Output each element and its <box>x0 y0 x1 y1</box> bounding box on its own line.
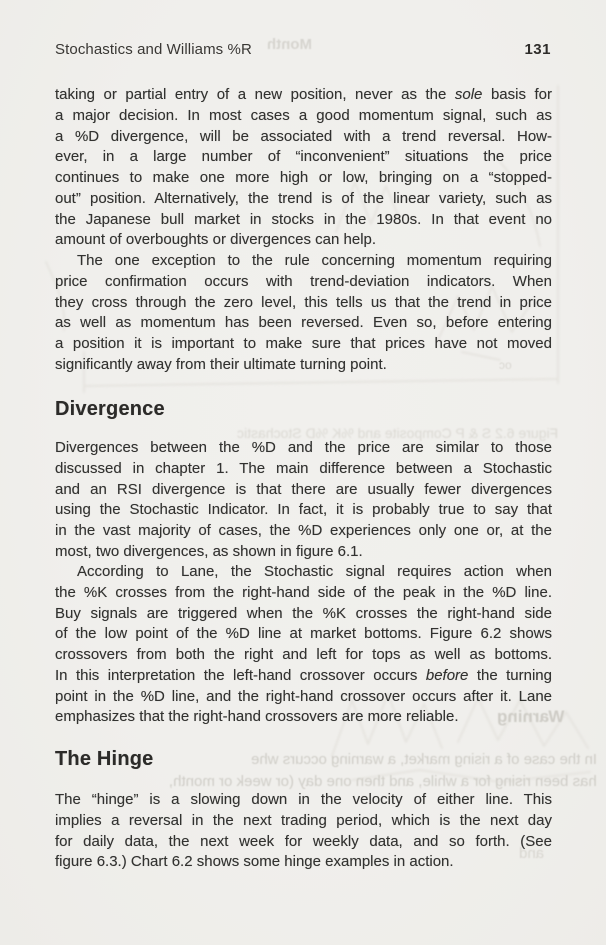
paragraph-line <box>55 355 552 376</box>
text-segment: amount of overboughts or divergences can help. <box>55 231 377 249</box>
text-segment: ever, in a large number of “inconvenient” situations the price <box>55 148 552 166</box>
running-title: Stochastics and Williams %R <box>55 41 252 58</box>
paragraph-line <box>55 790 552 811</box>
text-segment: the turning <box>468 666 552 684</box>
paragraph-line <box>55 459 552 480</box>
paragraph-line <box>55 707 552 728</box>
text-segment: Buy signals are triggered when the %K crosses the right-hand side <box>55 604 552 622</box>
italic-text: sole <box>454 86 483 103</box>
text-segment: significantly away from their ultimate turning point. <box>55 355 387 373</box>
paragraph-line <box>55 687 552 708</box>
text-segment: a major decision. In most cases a good momentum signal, such as <box>55 106 552 124</box>
text-segment: as well as momentum has been reversed. Even so, before entering <box>55 314 552 332</box>
paragraph-line <box>55 480 552 501</box>
text-segment: using the Stochastic Indicator. In fact, it is probably true to say that <box>55 501 552 519</box>
text-segment: The one exception to the rule concerning momentum requiring <box>77 252 552 269</box>
text-segment: most, two divergences, as shown in figure 6.1. <box>55 542 363 560</box>
text-segment: Divergences between the %D and the price are similar to those <box>55 439 552 456</box>
text-segment: price confirmation occurs with trend-deviation indicators. When <box>55 272 552 290</box>
paragraph-line <box>55 272 552 293</box>
text-segment: a position it is important to make sure that prices have not moved <box>55 335 552 352</box>
paragraph-line <box>55 230 552 251</box>
bleed-through-text: and <box>518 845 544 862</box>
paragraph-line <box>55 500 552 521</box>
body-paragraph <box>55 251 552 376</box>
text-segment: According to Lane, the Stochastic signal requires action when <box>77 563 552 580</box>
body-paragraph <box>55 85 552 251</box>
text-segment: point in the %D line, and the right-hand crossover occurs after it. Lane <box>55 687 552 705</box>
text-segment: for daily data, the next week for weekly data, and so forth. (See <box>55 832 552 850</box>
paragraph-line <box>55 604 552 625</box>
page-number: 131 <box>524 41 551 58</box>
text-segment: basis for <box>482 86 552 103</box>
paragraph-line <box>55 645 552 666</box>
paragraph-line <box>55 313 552 334</box>
paragraph-line <box>55 106 552 127</box>
body-paragraph <box>55 438 552 563</box>
italic-text: before <box>425 666 469 684</box>
text-segment: out” position. Alternatively, the trend is of the linear variety, such as <box>55 189 552 207</box>
paragraph-line <box>55 189 552 210</box>
bleed-through-text: oc <box>499 358 512 372</box>
text-segment: the %K crosses from the right-hand side of the peak in the %D line. <box>55 583 552 601</box>
text-segment: and an RSI divergence is that there are usually fewer divergences <box>55 480 552 498</box>
text-segment: continues to make one more high or low, bringing on a “stopped- <box>55 169 552 186</box>
bleed-through-text: Warning <box>496 707 564 726</box>
text-segment: a %D divergence, will be associated with a trend reversal. How- <box>55 127 552 145</box>
text-segment: emphasizes that the right-hand crossovers are more reliable. <box>55 708 459 726</box>
bleed-through-text: Figure 6.2 S & P Composite and %K %D Stochastic <box>236 425 558 441</box>
paragraph-line <box>55 542 552 563</box>
paragraph-line <box>55 521 552 542</box>
text-segment: implies a reversal in the next trading period, which is the next day <box>55 811 552 829</box>
paragraph-line <box>55 832 552 853</box>
text-segment: in the vast majority of cases, the %D experiences only one or, at the <box>55 522 552 539</box>
text-segment: discussed in chapter 1. The main difference between a Stochastic <box>55 459 552 477</box>
paragraph-line <box>55 334 552 355</box>
paragraph-line <box>55 251 552 272</box>
text-segment: the Japanese bull market in stocks in the 1980s. In that event no <box>55 210 552 228</box>
text-segment: figure 6.3.) Chart 6.2 shows some hinge examples in action. <box>55 853 454 871</box>
text-segment: they cross through the zero level, this tells us that the trend in price <box>55 293 552 311</box>
bleed-through-text: In the case of a rising market, a warning occurs whe <box>251 751 597 768</box>
paragraph-line <box>55 210 552 231</box>
text-segment: taking or partial entry of a new position, never as the <box>55 86 455 103</box>
paragraph-line <box>55 852 552 873</box>
section-heading: The Hinge <box>55 748 154 770</box>
body-paragraph <box>55 790 552 873</box>
bleed-through-text: Month <box>267 36 312 53</box>
paragraph-line <box>55 168 552 189</box>
text-segment: The “hinge” is a slowing down in the velocity of either line. This <box>55 791 552 808</box>
paragraph-line <box>55 293 552 314</box>
paragraph-line <box>55 666 552 687</box>
body-paragraph <box>55 562 552 728</box>
paragraph-line <box>55 127 552 148</box>
paragraph-line <box>55 85 552 106</box>
paragraph-line <box>55 438 552 459</box>
text-segment: In this interpretation the left-hand crossover occurs <box>55 666 426 684</box>
paragraph-line <box>55 583 552 604</box>
bleed-through-text: has been rising for a while, and then one day (or week or month, <box>169 773 597 790</box>
text-segment: crossovers from both the right and left for tops as well as bottoms. <box>55 646 552 663</box>
section-heading: Divergence <box>55 398 165 420</box>
text-segment: of the low point of the %D line at market bottoms. Figure 6.2 shows <box>55 625 552 643</box>
paragraph-line <box>55 624 552 645</box>
paragraph-line <box>55 562 552 583</box>
paragraph-line <box>55 147 552 168</box>
running-header <box>55 41 551 58</box>
paragraph-line <box>55 811 552 832</box>
